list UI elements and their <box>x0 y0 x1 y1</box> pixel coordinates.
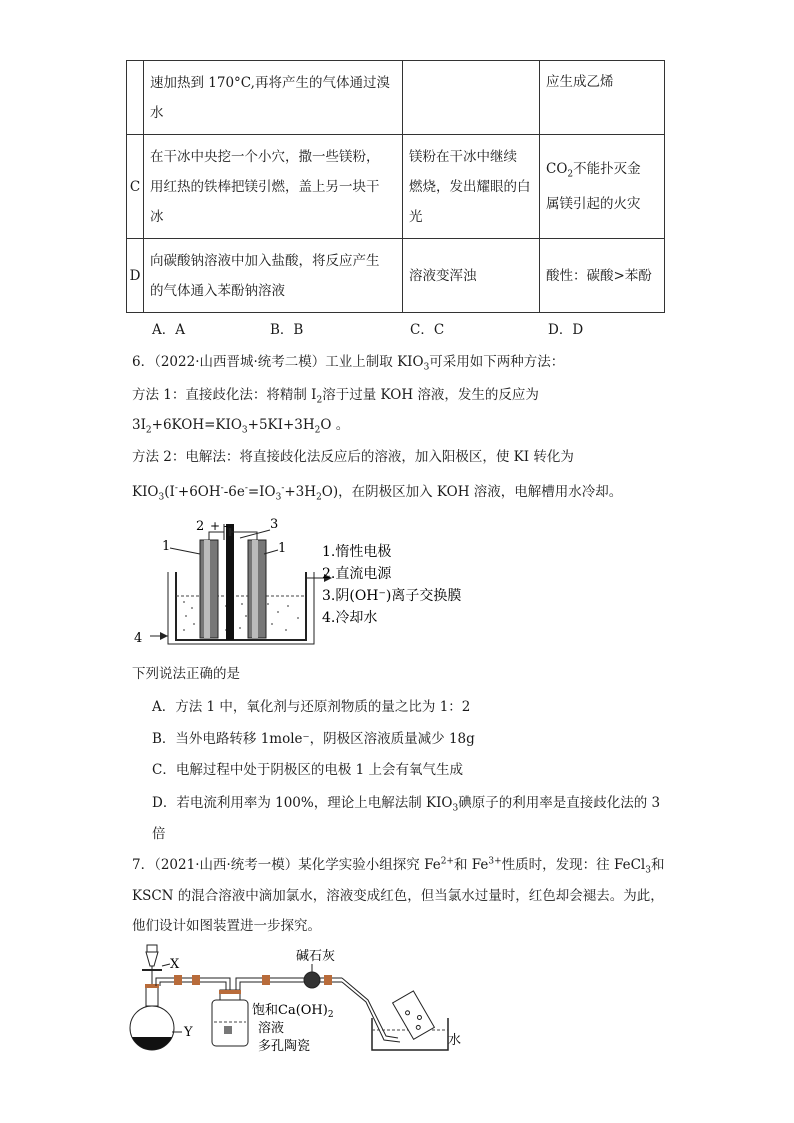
legend-item: 4.冷却水 <box>322 610 378 626</box>
q6-equation: $3I_2+6KOH=KIO_3+5KI+3H_2O$ 。 <box>132 417 350 436</box>
option-c: C．C <box>410 322 445 338</box>
q6-option-a: A．方法 1 中，氧化剂与还原剂物质的量之比为 1：2 <box>152 699 471 715</box>
label-3: 3 <box>270 517 279 532</box>
electrolysis-diagram <box>128 512 488 652</box>
label-x: X <box>170 957 180 972</box>
label-saturated: 饱和$Ca(OH)_2$ <box>252 1003 334 1020</box>
table-row <box>127 135 665 239</box>
legend-item: 3.阴(OH⁻)离子交换膜 <box>322 588 462 604</box>
q6-method1: 方法 1：直接歧化法：将精制 $I_2$溶于过量 KOH 溶液，发生的反应为 <box>132 387 539 406</box>
option-b: B．B <box>270 322 304 338</box>
experiment-table <box>126 60 665 313</box>
phenomenon-cell: 镁粉在干冰中继续 燃烧，发出耀眼的白 光 <box>403 135 540 239</box>
q6-option-d: D．若电流利用率为 100%，理论上电解法制 $KIO_3$碘原子的利用率是直接歧化法的 3 <box>152 795 661 814</box>
legend-item: 1.惰性电极 <box>322 544 392 560</box>
q6-option-d-cont: 倍 <box>152 826 166 842</box>
conclusion-cell: 应生成乙烯 <box>540 61 665 135</box>
row-label <box>127 61 144 135</box>
phenomenon-cell <box>403 61 540 135</box>
phenomenon-cell: 溶液变浑浊 <box>403 239 540 313</box>
operation-cell: 向碳酸钠溶液中加入盐酸，将反应产生 的气体通入苯酚钠溶液 <box>144 239 403 313</box>
plus-sign: + <box>210 519 221 533</box>
q7-line3: 他们设计如图装置进一步探究。 <box>132 918 321 934</box>
label-solution: 溶液 <box>258 1021 285 1036</box>
conclusion-cell: 酸性：碳酸>苯酚 <box>540 239 665 313</box>
minus-sign: - <box>224 519 229 533</box>
label-y: Y <box>184 1025 193 1040</box>
option-d: D．D <box>548 322 584 338</box>
q6-option-b: B．当外电路转移 1mole⁻，阴极区溶液质量减少 18g <box>152 731 475 747</box>
q6-method2-cont: $KIO_3(I^-+6OH^--6e^-=IO_3^-+3H_2O)$，在阴极区加入 KOH 溶液，电解槽用水冷却。 <box>132 483 623 503</box>
operation-cell: 速加热到 170°C,再将产生的气体通过溴 水 <box>144 61 403 135</box>
label-2: 2 <box>196 519 205 534</box>
row-label: C <box>127 135 144 239</box>
conclusion-cell: $CO_2$不能扑灭金 属镁引起的火灾 <box>540 135 665 239</box>
operation-cell: 在干冰中央挖一个小穴，撒一些镁粉， 用红热的铁棒把镁引燃，盖上另一块干 冰 <box>144 135 403 239</box>
label-1-right: 1 <box>278 541 287 556</box>
label-porous-ceramic: 多孔陶瓷 <box>258 1039 311 1054</box>
q6-prompt: 下列说法正确的是 <box>132 666 240 682</box>
label-water: 水 <box>448 1033 462 1048</box>
q6-heading: 6．（2022·山西晋城·统考二模）工业上制取 $KIO_3$可采用如下两种方法： <box>132 354 565 373</box>
label-4: 4 <box>134 631 143 646</box>
table-row <box>127 239 665 313</box>
option-a: A．A <box>152 322 185 338</box>
label-soda-lime: 碱石灰 <box>296 949 336 964</box>
q7-line2: KSCN 的混合溶液中滴加氯水，溶液变成红色，但当氯水过量时，红色却会褪去。为此， <box>132 888 664 904</box>
row-label: D <box>127 239 144 313</box>
table-row <box>127 61 665 135</box>
q7-line1: 7．（2021·山西·统考一模）某化学实验小组探究 $Fe^{2+}$和 $Fe^{3+}$性质时，发现：往 FeCl$_3$和 <box>132 856 665 876</box>
q6-option-c: C．电解过程中处于阴极区的电极 1 上会有氧气生成 <box>152 762 464 778</box>
apparatus-diagram <box>128 940 478 1062</box>
legend-item: 2.直流电源 <box>322 566 392 582</box>
label-1-left: 1 <box>162 539 171 554</box>
q6-method2: 方法 2：电解法：将直接歧化法反应后的溶液，加入阳极区，使 KI 转化为 <box>132 449 574 465</box>
